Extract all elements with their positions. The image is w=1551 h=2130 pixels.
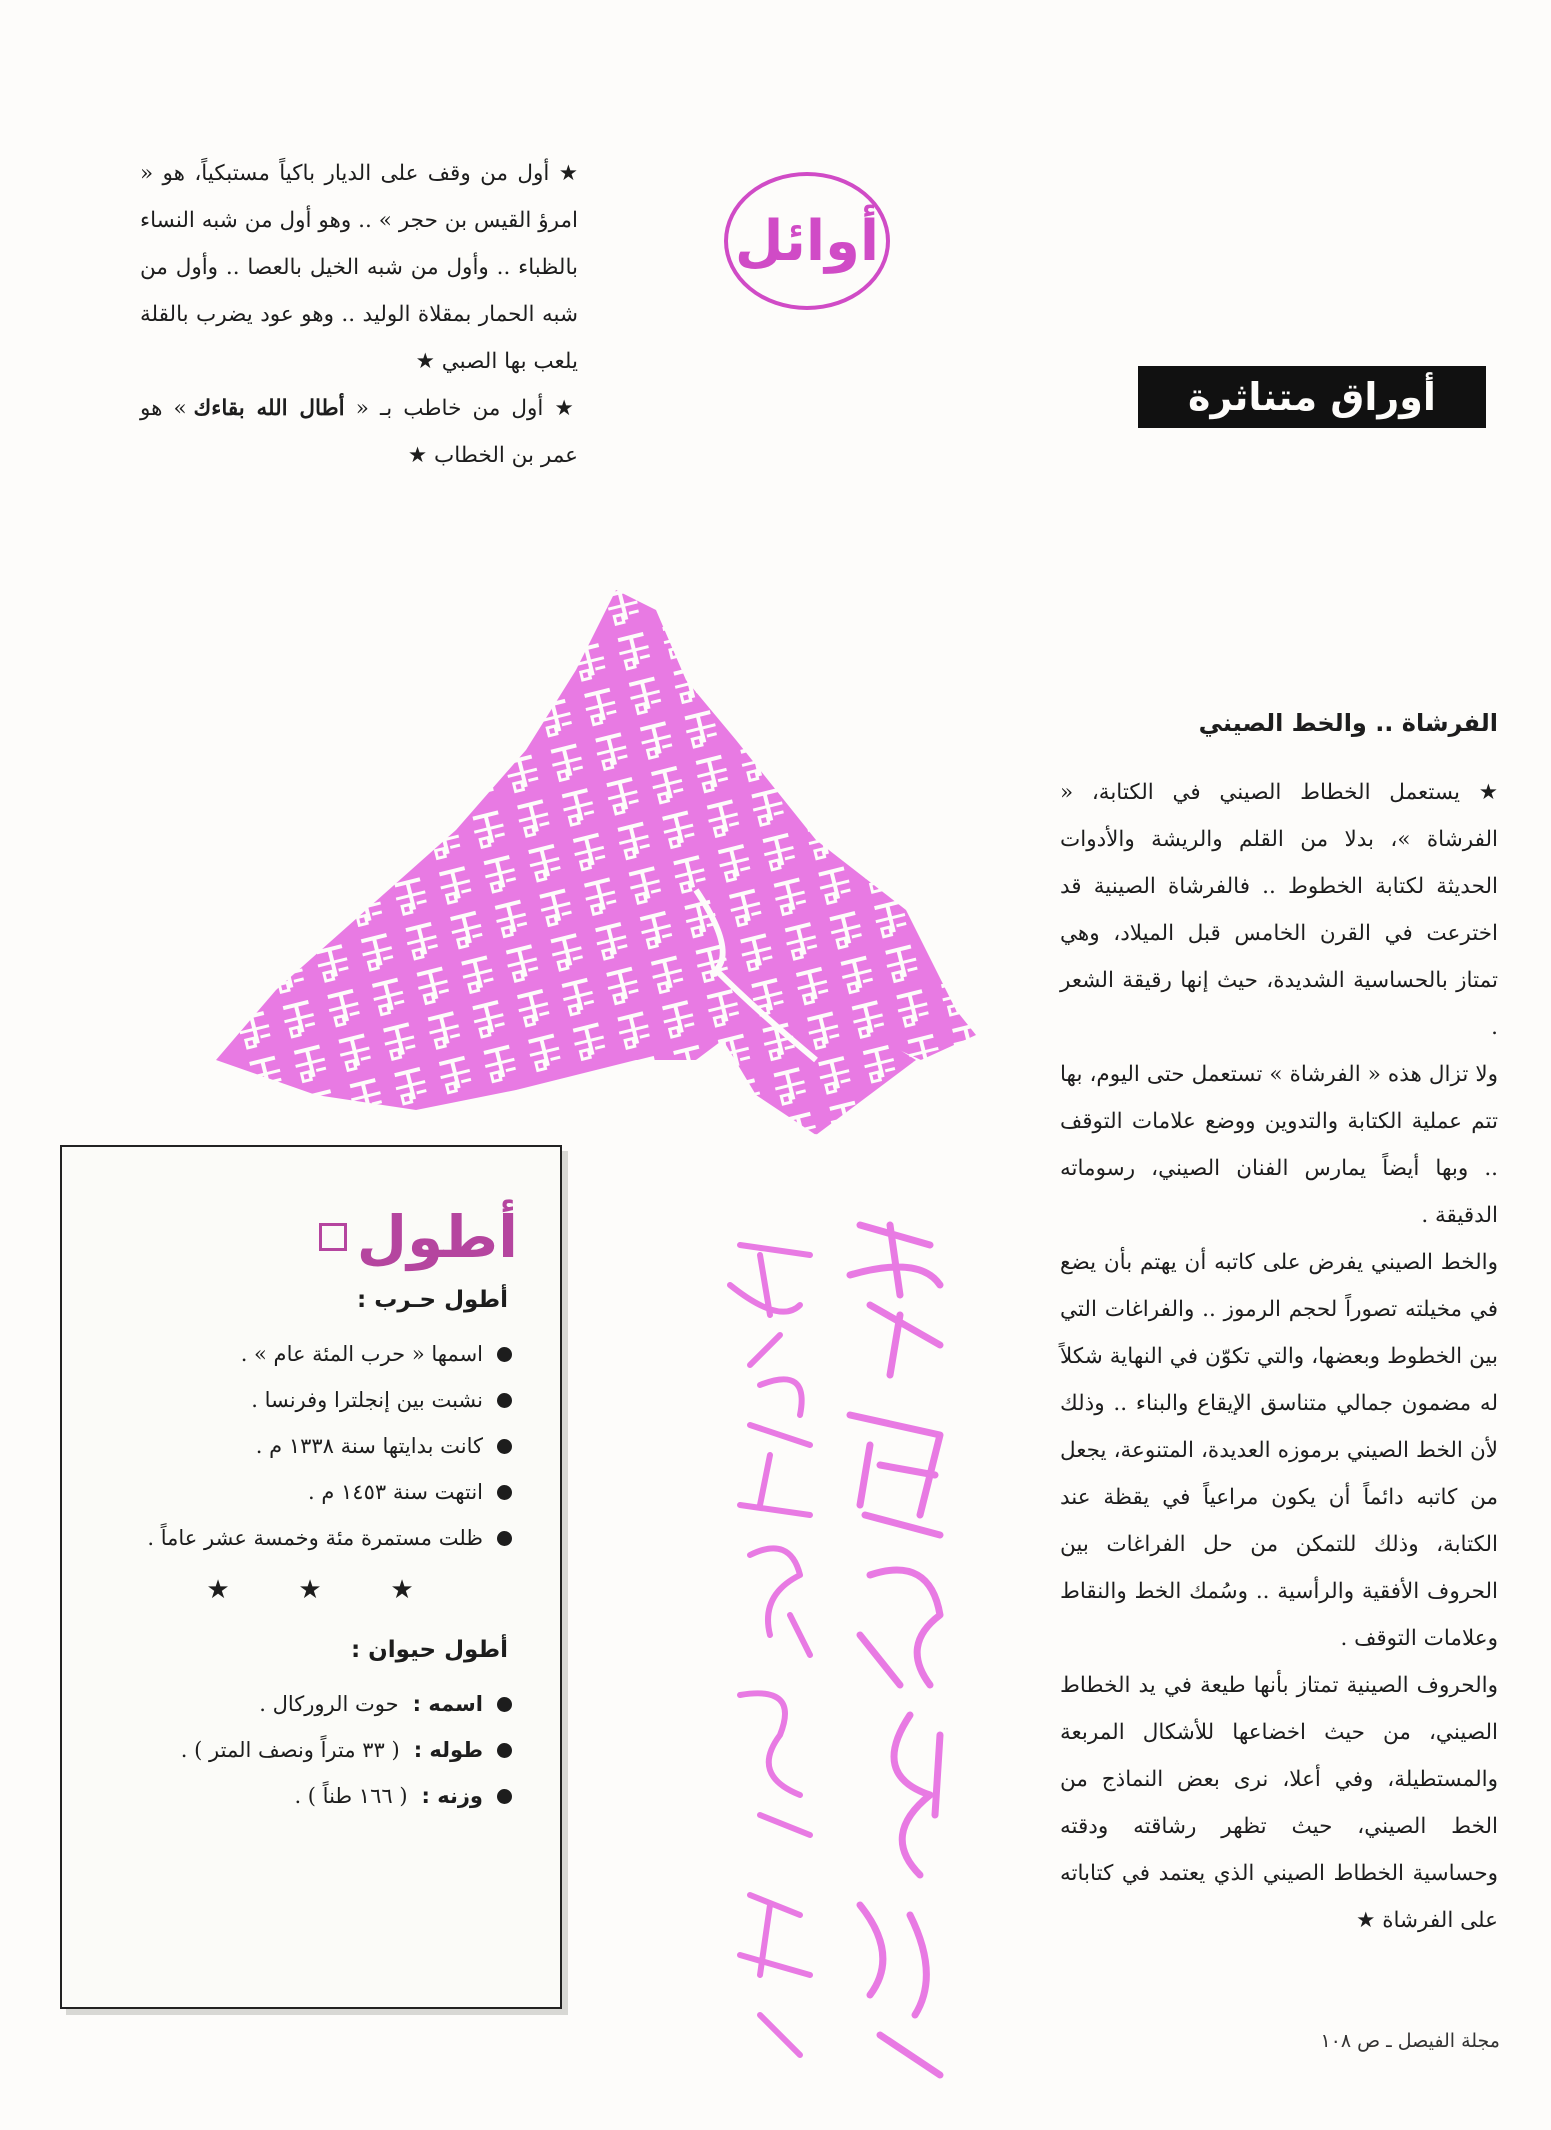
longest-box xyxy=(60,1145,562,2009)
list-item-text: كانت بدايتها سنة ١٣٣٨ م . xyxy=(255,1434,483,1458)
list-item-text: اسمها « حرب المئة عام » . xyxy=(240,1342,483,1366)
list-item xyxy=(102,1469,512,1515)
item-value: حوت الروركال . xyxy=(259,1692,399,1716)
awail-logo xyxy=(724,172,890,310)
awail-p2-bold: أطال الله بقاءك xyxy=(193,396,345,421)
item-value: ( ٣٣ متراً ونصف المتر ) . xyxy=(180,1738,400,1762)
bullet-icon xyxy=(497,1439,512,1454)
chinese-calligraphy-fragment-image xyxy=(216,590,1006,1135)
list-item xyxy=(102,1773,512,1819)
article-paragraph-1: ★ يستعمل الخطاط الصيني في الكتابة، « الفرشاة »، بدلا من القلم والريشة والأدوات الحديثة لكتابة الخطوط .. فالفرشاة الصينية قد اخترعت في القرن الخامس قبل الميلاد، وهي تمتاز بالحساسية الشديدة، حيث إنها رقيقة الشعر . xyxy=(1060,780,1498,1040)
star-icon: ★ xyxy=(206,1575,230,1605)
list-item xyxy=(102,1515,512,1561)
longest-animal-heading: أطول حيوان : xyxy=(350,1637,508,1663)
list-item xyxy=(102,1681,512,1727)
list-item xyxy=(102,1727,512,1773)
longest-title xyxy=(102,1203,518,1271)
longest-war-heading: أطول حـرب : xyxy=(357,1287,508,1313)
article-paragraph-3: والخط الصيني يفرض على كاتبه أن يهتم بأن يضع في مخيلته تصوراً لحجم الرموز .. والفراغات التي بين الخطوط وبعضها، والتي تكوّن في النهاية شكلاً له مضمون جمالي متناسق الإيقاع والبناء .. وذلك لأن الخط الصيني برموزه العديدة، المتنوعة، يجعل من كاتبه دائماً أن يكون مراعياً في يقظة عند الكتابة، وذلك للتمكن من حل الفراغات بين الحروف الأفقية والرأسية .. وسُمك الخط والنقاط وعلامات التوقف . xyxy=(1060,1250,1498,1651)
item-label: اسمه : xyxy=(412,1692,483,1716)
star-icon: ★ xyxy=(390,1575,414,1605)
longest-animal-list xyxy=(102,1681,518,1819)
page-footer xyxy=(1300,2030,1500,2052)
bullet-icon xyxy=(497,1743,512,1758)
article-paragraph-4: والحروف الصينية تمتاز بأنها طيعة في يد الخطاط الصيني، من حيث اخضاعها للأشكال المربعة والمستطيلة، وفي أعلا، نرى بعض النماذج من الخط الصيني، حيث تظهر رشاقته ودقته وحساسية الخطاط الصيني الذي يعتمد في كتاباته على الفرشاة ★ xyxy=(1060,1673,1498,1933)
longest-war-list xyxy=(102,1331,518,1561)
longest-title-text: أطول xyxy=(356,1203,518,1271)
list-item-text: ظلت مستمرة مئة وخمسة عشر عاماً . xyxy=(147,1526,483,1550)
awail-logo-text: أوائل xyxy=(734,208,880,274)
chinese-cursive-calligraphy-image xyxy=(700,1215,1020,2115)
bullet-icon xyxy=(497,1531,512,1546)
bullet-icon xyxy=(497,1697,512,1712)
list-item xyxy=(102,1377,512,1423)
star-icon: ★ xyxy=(298,1575,322,1605)
footer-text: مجلة الفيصل ـ ص ١٠٨ xyxy=(1320,2030,1500,2052)
awail-p2-start: ★ أول من خاطب بـ « xyxy=(344,396,578,421)
list-item-text: نشبت بين إنجلترا وفرنسا . xyxy=(251,1388,483,1412)
awail-paragraph-1: ★ أول من وقف على الديار باكياً مستبكياً، هو « امرؤ القيس بن حجر » .. وهو أول من شبه النساء بالظباء .. وأول من شبه الخيل بالعصا .. وأول من شبه الحمار بمقلاة الوليد .. وهو عود يضرب بالقلة يلعب بها الصبي ★ xyxy=(140,161,578,374)
bullet-icon xyxy=(497,1789,512,1804)
item-value: ( ١٦٦ طناً ) . xyxy=(294,1784,408,1808)
awail-p2-end: » هو عمر بن الخطاب ★ xyxy=(140,396,578,468)
list-item xyxy=(102,1331,512,1377)
bullet-icon xyxy=(497,1485,512,1500)
bullet-icon xyxy=(497,1347,512,1362)
bullet-icon xyxy=(497,1393,512,1408)
section-banner xyxy=(1138,366,1486,428)
item-label: طوله : xyxy=(413,1738,483,1762)
article-paragraph-2: ولا تزال هذه « الفرشاة » تستعمل حتى اليوم، بها تتم عملية الكتابة والتدوين ووضع علامات التوقف .. وبها أيضاً يمارس الفنان الصيني، رسوماته الدقيقة . xyxy=(1060,1062,1498,1228)
brush-article xyxy=(1060,700,1498,1944)
article-title: الفرشاة .. والخط الصيني xyxy=(1198,709,1498,737)
square-icon xyxy=(319,1223,347,1251)
star-divider xyxy=(172,1575,448,1605)
list-item-text: انتهت سنة ١٤٥٣ م . xyxy=(307,1480,483,1504)
item-label: وزنه : xyxy=(421,1784,483,1808)
awail-section xyxy=(140,150,578,479)
awail-paragraph-2 xyxy=(140,385,578,479)
list-item xyxy=(102,1423,512,1469)
banner-text: أوراق متناثرة xyxy=(1188,375,1436,419)
